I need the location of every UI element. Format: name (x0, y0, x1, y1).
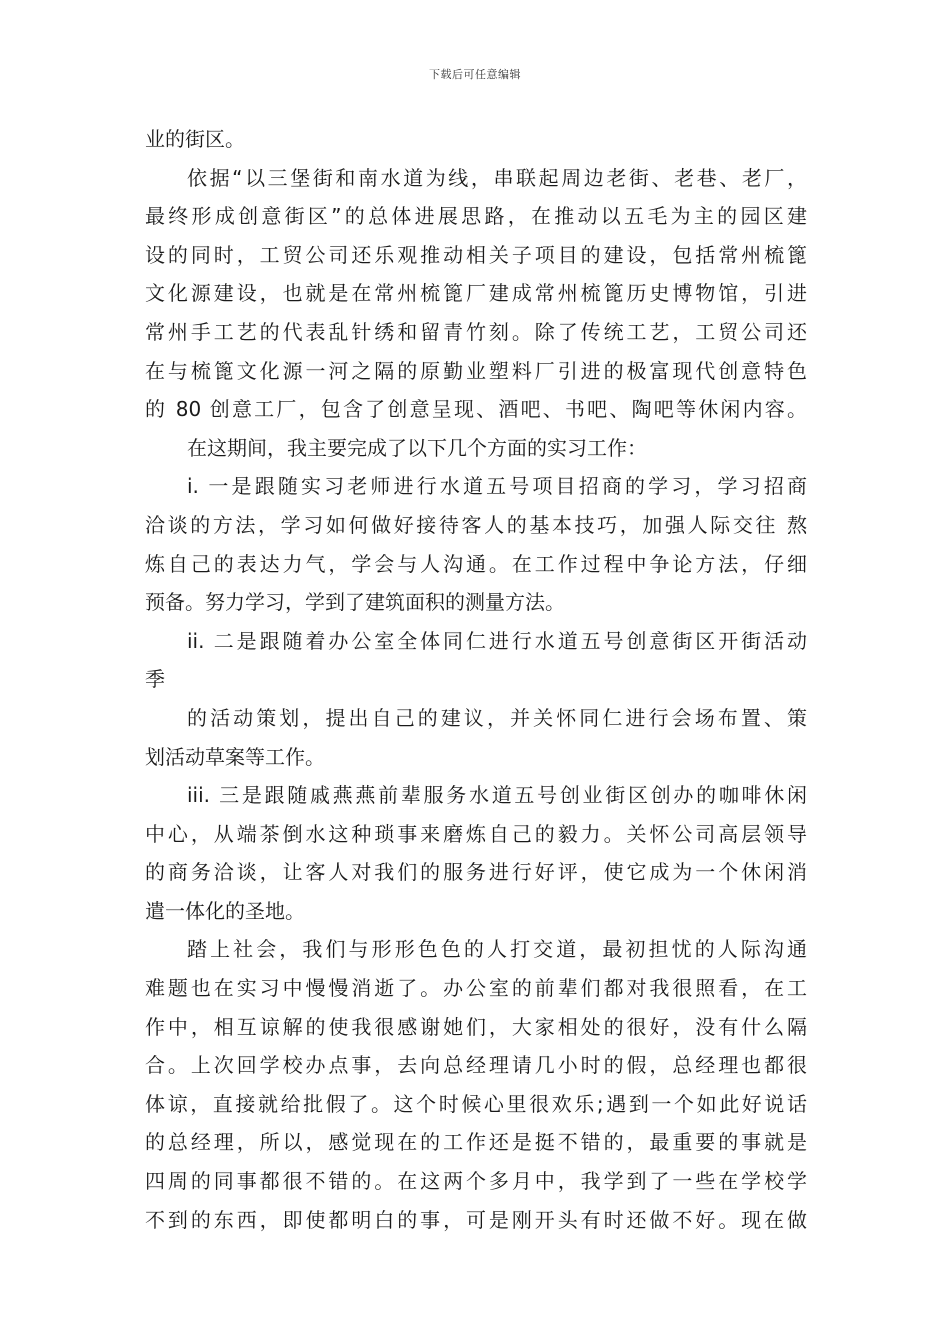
text-line: 在这期间，我主要完成了以下几个方面的实习工作： (187, 435, 647, 460)
text-line: ii. 二是跟随着办公室全体同仁进行水道五号创意街区开街活动 (187, 628, 807, 653)
page-header: 下载后可任意编辑 (429, 68, 521, 81)
text-line: 四周的同事都很不错的。在这两个多月中，我学到了一些在学校学 (145, 1169, 807, 1194)
text-line: 作中，相互谅解的使我很感谢她们，大家相处的很好，没有什么隔 (145, 1014, 807, 1039)
text-line: 洽谈的方法，学习如何做好接待客人的基本技巧，加强人际交往 熬 (145, 512, 807, 537)
text-line: 难题也在实习中慢慢消逝了。办公室的前辈们都对我很照看，在工 (145, 976, 807, 1001)
text-line: 踏上社会，我们与形形色色的人打交道，最初担忧的人际沟通 (187, 937, 807, 962)
text-line: 划活动草案等工作。 (145, 744, 325, 769)
text-line: 的总经理，所以，感觉现在的工作还是挺不错的，最重要的事就是 (145, 1130, 807, 1155)
text-line: i. 一是跟随实习老师进行水道五号项目招商的学习，学习招商 (187, 474, 807, 499)
text-line: 遣一体化的圣地。 (145, 898, 305, 923)
text-line: 最终形成创意街区”的总体进展思路，在推动以五毛为主的园区建 (145, 204, 807, 229)
text-line: 中心，从端茶倒水这种琐事来磨炼自己的毅力。关怀公司高层领导 (145, 821, 807, 846)
text-line: 设的同时，工贸公司还乐观推动相关子项目的建设，包括常州梳篦 (145, 242, 807, 267)
text-line: 依据“以三堡街和南水道为线，串联起周边老街、老巷、老厂， (187, 165, 807, 190)
text-line: 文化源建设，也就是在常州梳篦厂建成常州梳篦历史博物馆，引进 (145, 281, 807, 306)
text-line: 的 80 创意工厂，包含了创意呈现、酒吧、书吧、陶吧等休闲内容。 (145, 397, 807, 422)
text-line: 预备。努力学习，学到了建筑面积的测量方法。 (145, 590, 565, 615)
text-line: 体谅，直接就给批假了。这个时候心里很欢乐;遇到一个如此好说话 (145, 1091, 807, 1116)
text-line: 不到的东西，即使都明白的事，可是刚开头有时还做不好。现在做 (145, 1207, 807, 1232)
text-line: 常州手工艺的代表乱针绣和留青竹刻。除了传统工艺，工贸公司还 (145, 319, 807, 344)
text-line: 合。上次回学校办点事，去向总经理请几小时的假，总经理也都很 (145, 1053, 807, 1078)
text-line: 炼自己的表达力气，学会与人沟通。在工作过程中争论方法，仔细 (145, 551, 807, 576)
text-line: 在与梳篦文化源一河之隔的原勤业塑料厂引进的极富现代创意特色 (145, 358, 807, 383)
text-line: iii. 三是跟随戚燕燕前辈服务水道五号创业街区创办的咖啡休闲 (187, 783, 807, 808)
text-line: 的活动策划，提出自己的建议，并关怀同仁进行会场布置、策 (187, 705, 807, 730)
text-line: 业的街区。 (145, 127, 245, 151)
text-line: 的商务洽谈，让客人对我们的服务进行好评，使它成为一个休闲消 (145, 860, 807, 885)
document-body (145, 120, 807, 1239)
text-line: 季 (145, 667, 165, 692)
